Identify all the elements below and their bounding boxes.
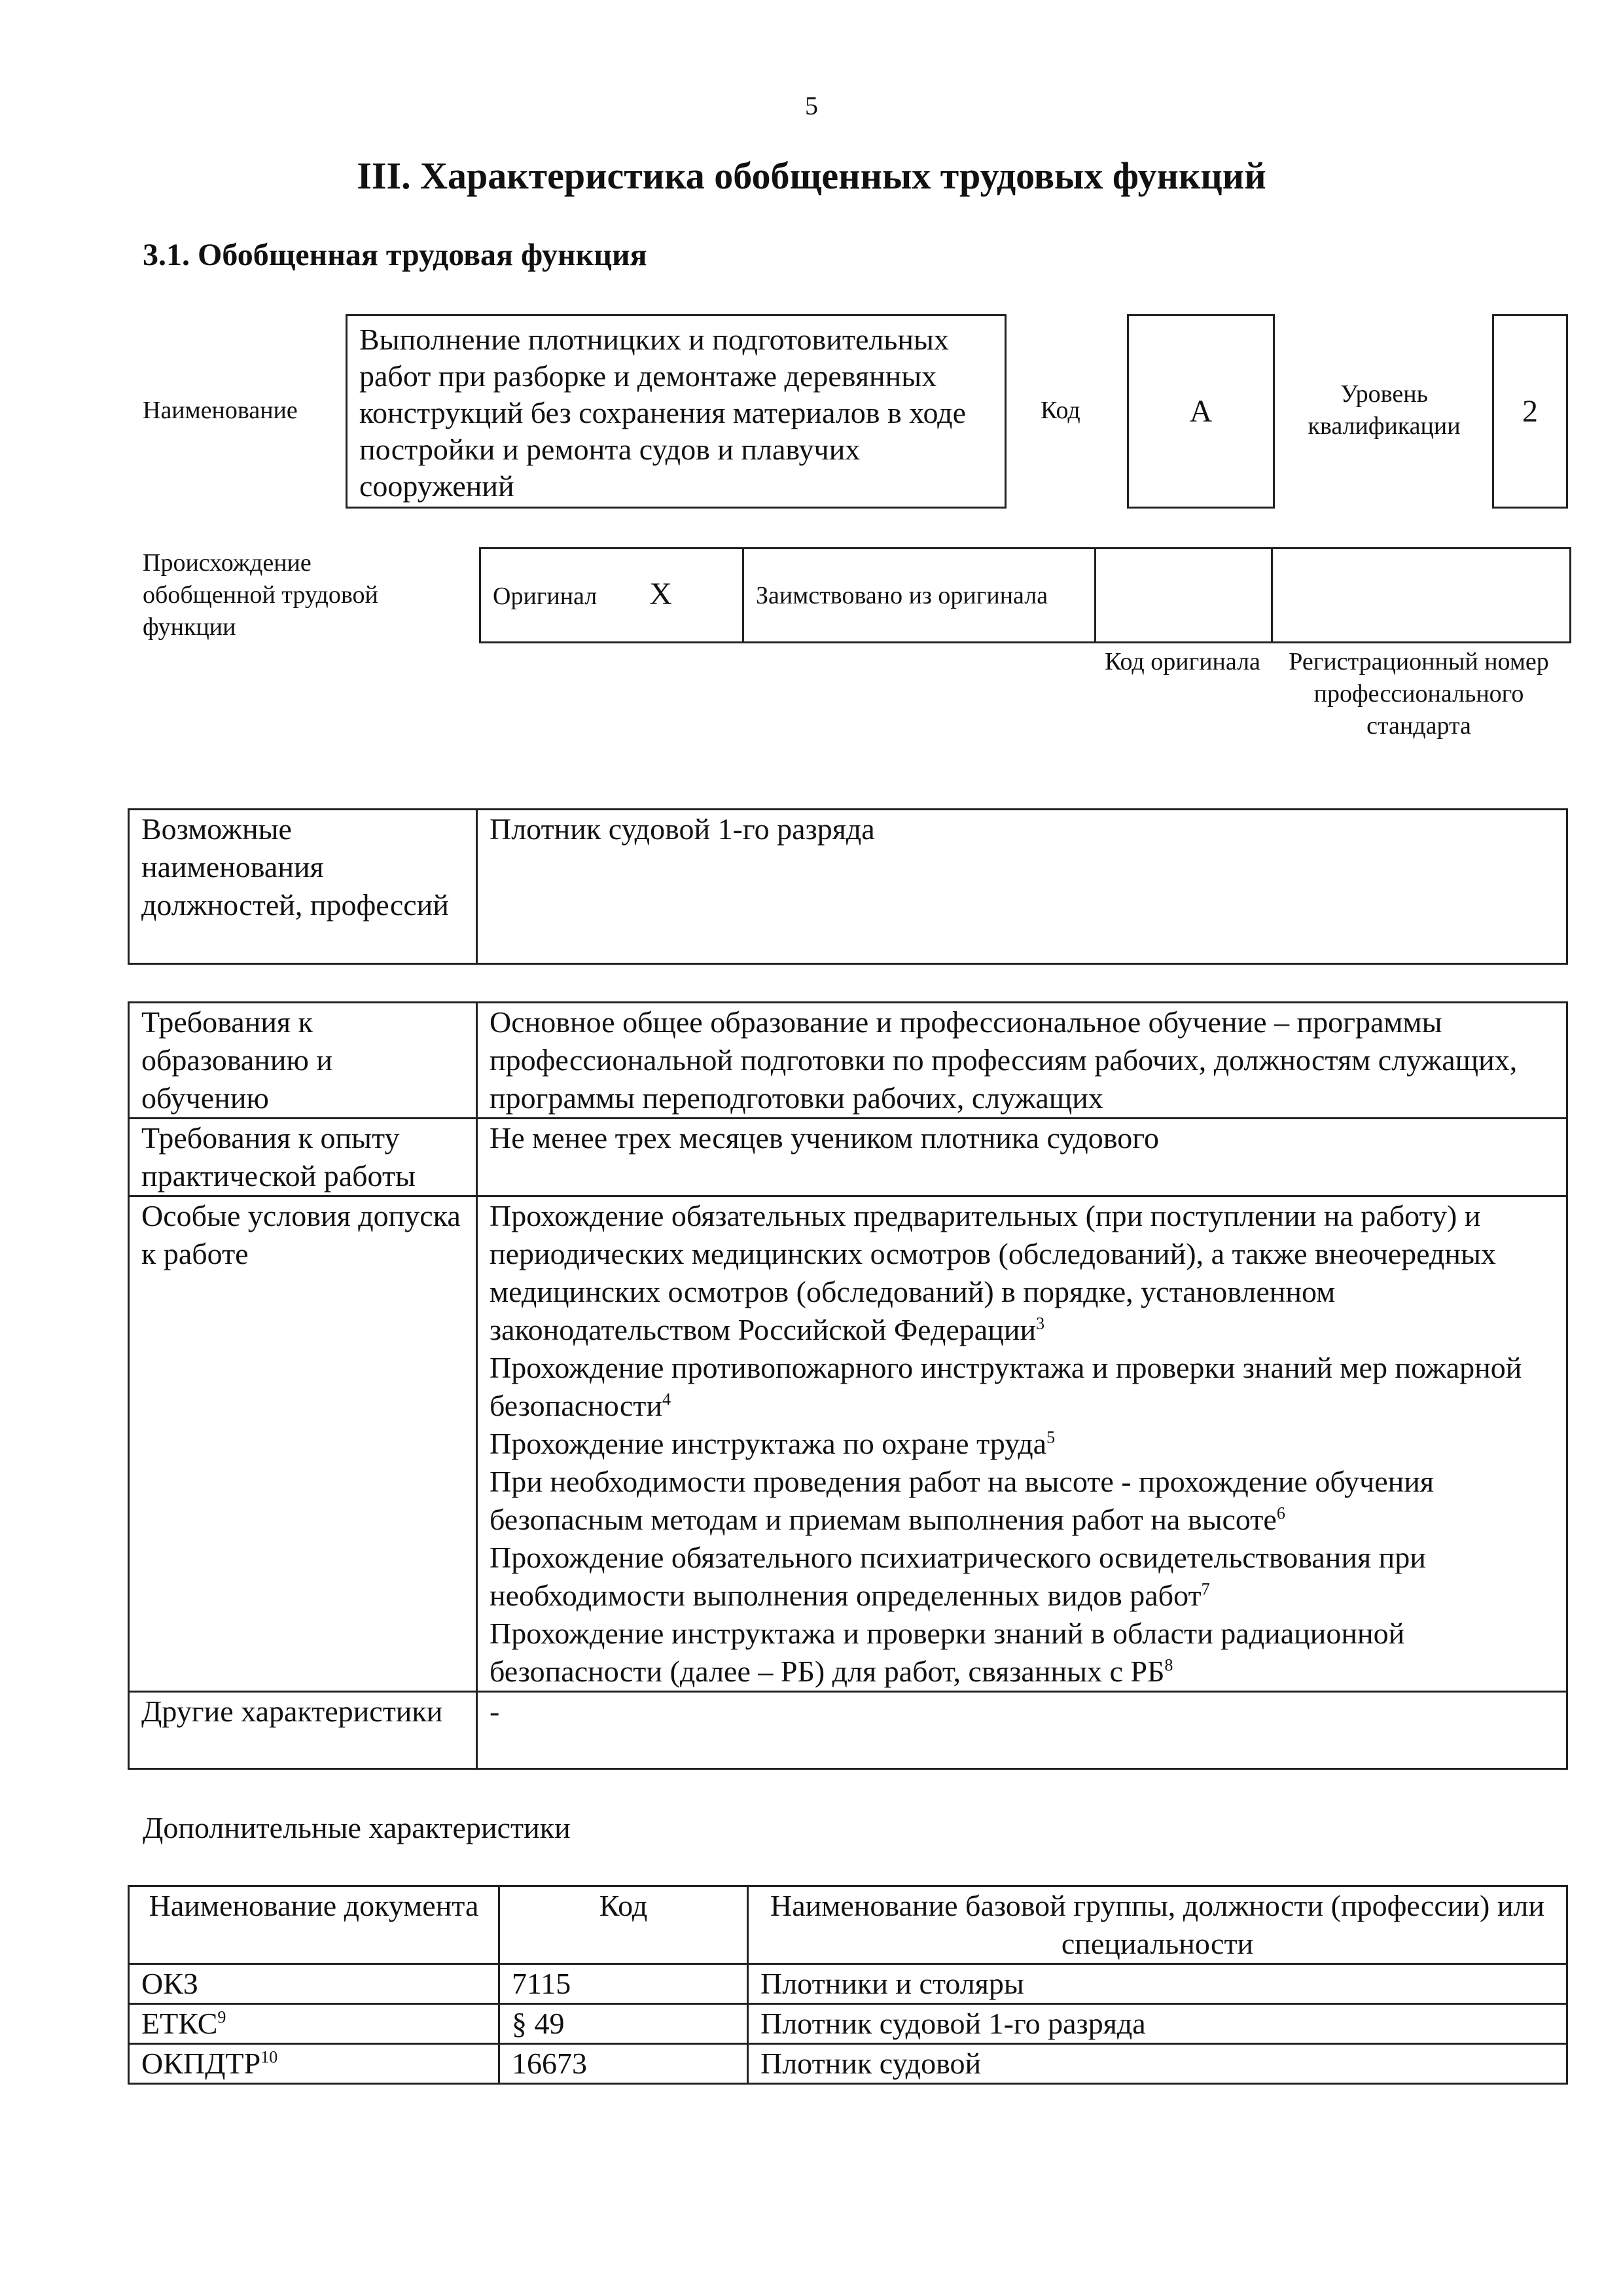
extra-name: Плотник судовой 1-го разряда <box>748 2004 1567 2044</box>
special-item: Прохождение инструктажа по охране труда$^5$ <box>490 1427 1056 1460</box>
level-label: Уровень квалификации <box>1308 380 1461 440</box>
special-conditions-cell <box>477 1196 1567 1692</box>
experience-value: Не менее трех месяцев учеником плотника судового <box>477 1119 1567 1196</box>
extra-header-doc: Наименование документа <box>129 1886 499 1964</box>
origin-original-cell <box>480 548 743 643</box>
code-box <box>1127 314 1275 509</box>
positions-label: Возможные наименования должностей, профессий <box>129 810 477 964</box>
special-item: Прохождение обязательных предварительных (при поступлении на работу) и периодических медицинских осмотров (обследований), а также внеочередных медицинских осмотров (обследований) в порядке, установленном законодательством Российской Федерации$^3$ <box>490 1199 1496 1346</box>
origin-table <box>479 547 1571 643</box>
special-item: Прохождение обязательного психиатрического освидетельствования при необходимости выполнения определенных видов работ$^7$ <box>490 1541 1426 1612</box>
special-item: Прохождение инструктажа и проверки знаний в области радиационной безопасности (далее – РБ) для работ, связанных с $РБ^8$ <box>490 1617 1405 1688</box>
education-label: Требования к образованию и обучению <box>129 1003 477 1119</box>
extra-title: Дополнительные характеристики <box>143 1811 571 1844</box>
experience-label: Требования к опыту практической работы <box>129 1119 477 1196</box>
code-label: Код <box>1041 397 1080 424</box>
function-name-value: Выполнение плотницких и подготовительных работ при разборке и демонтаже деревянных конструкций без сохранения материалов в ходе постройки и ремонта судов и плавучих сооружений <box>359 323 966 503</box>
section-title: III. Характеристика обобщенных трудовых функций <box>357 154 1266 197</box>
extra-code: § 49 <box>499 2004 748 2044</box>
table-row <box>129 1964 1567 2004</box>
extra-doc: ЕТКС$^9$ <box>129 2004 499 2044</box>
origin-reg-cell <box>1272 548 1571 643</box>
extra-name: Плотник судовой <box>748 2044 1567 2084</box>
subsection-title: 3.1. Обобщенная трудовая функция <box>143 238 647 272</box>
function-name-box <box>346 314 1007 509</box>
other-label: Другие характеристики <box>129 1692 477 1769</box>
origin-label: Происхождение обобщенной трудовой функции <box>143 549 378 641</box>
extra-header-code: Код <box>499 1886 748 1964</box>
table-row <box>129 2044 1567 2084</box>
positions-value: Плотник судовой 1-го разряда <box>477 810 1567 964</box>
origin-original-label: Оригинал <box>493 583 597 610</box>
extra-header-name: Наименование базовой группы, должности (профессии) или специальности <box>748 1886 1567 1964</box>
code-original-caption: Код оригинала <box>1105 648 1260 675</box>
special-item: Прохождение противопожарного инструктажа и проверки знаний мер пожарной безопасности$^4$ <box>490 1351 1522 1422</box>
name-label: Наименование <box>143 397 298 424</box>
level-box <box>1492 314 1568 509</box>
special-item: При необходимости проведения работ на высоте - прохождение обучения безопасным методам и приемам выполнения работ на высоте$^6$ <box>490 1465 1435 1536</box>
code-value: A <box>1189 394 1213 429</box>
page-number: 5 <box>805 91 818 120</box>
extra-doc: ОКЗ <box>129 1964 499 2004</box>
table-row <box>129 2004 1567 2044</box>
origin-borrowed-cell <box>743 548 1096 643</box>
positions-table <box>128 808 1568 965</box>
reg-number-caption: Регистрационный номер профессионального стандарта <box>1289 648 1549 740</box>
extra-code: 16673 <box>499 2044 748 2084</box>
extra-name: Плотники и столяры <box>748 1964 1567 2004</box>
education-value: Основное общее образование и профессиональное обучение – программы профессиональной подготовки по профессиям рабочих, должностям служащих, программы переподготовки рабочих, служащих <box>477 1003 1567 1119</box>
level-value: 2 <box>1522 394 1538 429</box>
other-value: - <box>477 1692 1567 1769</box>
extra-table <box>128 1885 1568 2085</box>
origin-borrowed-label: Заимствовано из оригинала <box>756 581 1048 609</box>
extra-code: 7115 <box>499 1964 748 2004</box>
requirements-table <box>128 1001 1568 1770</box>
origin-original-mark: X <box>649 577 672 611</box>
extra-doc: ОКПДТР$^{10}$ <box>129 2044 499 2084</box>
special-label: Особые условия допуска к работе <box>129 1196 477 1692</box>
origin-code-cell <box>1096 548 1272 643</box>
